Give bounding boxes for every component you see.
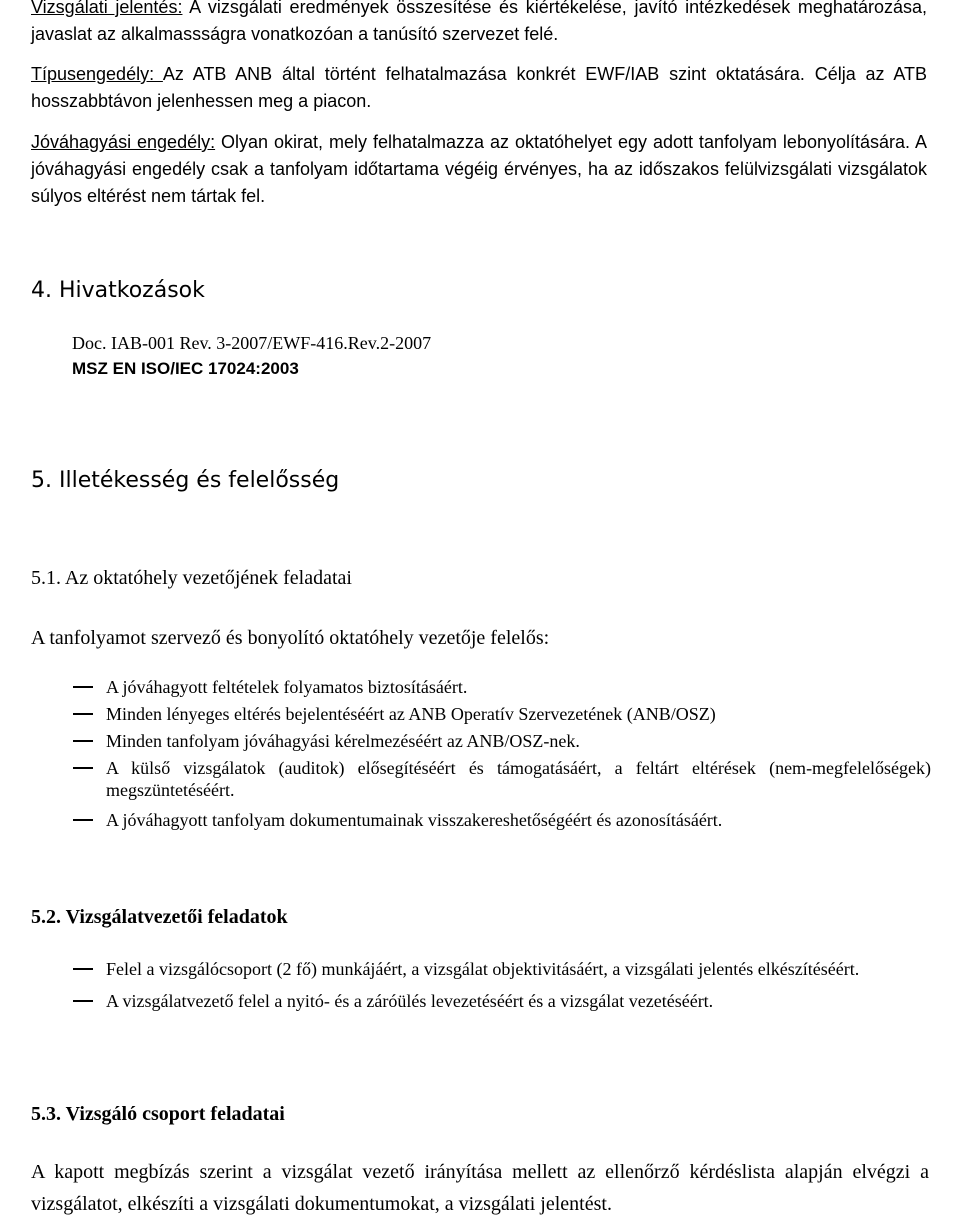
section-heading-hivatkozasok: 4. Hivatkozások — [31, 278, 205, 303]
subsection-text-5-3: A kapott megbízás szerint a vizsgálat vezető irányítása mellett az ellenőrző kérdéslista alapján elvégzi a vizsgálatot, elkészíti a vizsgálati dokumentumokat, a vizsgálati jelentést. — [31, 1161, 929, 1215]
definition-text: A vizsgálati eredmények összesítése és kiértékelése, javító intézkedések meghatározása, javaslat az alkalmassságra vonatkozóan a tanúsító szervezet felé. — [31, 0, 927, 44]
list-item — [31, 809, 931, 831]
definition-text: Az ATB ANB által történt felhatalmazása konkrét EWF/IAB szint oktatására. Célja az ATB hosszabbtávon jelenhessen meg a piacon. — [31, 64, 927, 111]
definition-term: Típusengedély: — [31, 64, 163, 84]
subsection-intro-5-1: A tanfolyamot szervező és bonyolító oktatóhely vezetője felelős: — [31, 627, 550, 649]
list-item — [31, 958, 931, 980]
dash-bullet-icon — [73, 686, 93, 688]
reference-doc-iab: Doc. IAB-001 Rev. 3-2007/EWF-416.Rev.2-2007 — [72, 333, 432, 353]
dash-bullet-icon — [73, 740, 93, 742]
dash-bullet-icon — [73, 767, 93, 769]
subsection-title-5-2: 5.2. Vizsgálatvezetői feladatok — [31, 906, 288, 928]
responsibility-list — [31, 676, 931, 836]
subsection-title-5-3: 5.3. Vizsgáló csoport feladatai — [31, 1103, 285, 1125]
list-item-text: A jóváhagyott tanfolyam dokumentumainak visszakereshetőségéért és azonosításáért. — [106, 810, 723, 830]
list-item-text: Felel a vizsgálócsoport (2 fő) munkájáért, a vizsgálat objektivitásáért, a vizsgálati jelentés elkészítéséért. — [106, 959, 860, 979]
reference-msz-en-iso: MSZ EN ISO/IEC 17024:2003 — [72, 359, 299, 378]
dash-bullet-icon — [73, 819, 93, 821]
definition-term: Vizsgálati jelentés: — [31, 0, 183, 17]
examiner-lead-list — [31, 958, 931, 1017]
definition-jovahagyasi-engedely — [31, 129, 927, 210]
dash-bullet-icon — [73, 968, 93, 970]
list-item-text: A vizsgálatvezető felel a nyitó- és a záróülés levezetéséért és a vizsgálat vezetéséért. — [106, 991, 714, 1011]
dash-bullet-icon — [73, 713, 93, 715]
dash-bullet-icon — [73, 1000, 93, 1002]
list-item — [31, 703, 931, 725]
list-item — [31, 676, 931, 698]
definition-tipusengedely — [31, 61, 927, 115]
subsection-title-5-1: 5.1. Az oktatóhely vezetőjének feladatai — [31, 567, 352, 589]
list-item — [31, 990, 931, 1012]
list-item-text: Minden lényeges eltérés bejelentéséért az ANB Operatív Szervezetének (ANB/OSZ) — [106, 704, 716, 724]
list-item — [31, 757, 931, 801]
definition-vizsgalati-jelentes — [31, 0, 927, 48]
list-item-text: Minden tanfolyam jóváhagyási kérelmezéséért az ANB/OSZ-nek. — [106, 731, 580, 751]
list-item-text: A jóváhagyott feltételek folyamatos biztosításáért. — [106, 677, 468, 697]
section-heading-illetekesseg: 5. Illetékesség és felelősség — [31, 468, 340, 493]
definition-text: Olyan okirat, mely felhatalmazza az oktatóhelyet egy adott tanfolyam lebonyolítására. A jóváhagyási engedély csak a tanfolyam időtartama végéig érvényes, ha az időszakos felülvizsgálati vizsgálatok súlyos eltérést nem tártak fel. — [31, 132, 927, 206]
definition-term: Jóváhagyási engedély: — [31, 132, 216, 152]
list-item-text: A külső vizsgálatok (auditok) elősegítéséért és támogatásáért, a feltárt eltérések (nem-megfelelőségek) megszüntetéséért. — [106, 758, 931, 800]
list-item — [31, 730, 931, 752]
